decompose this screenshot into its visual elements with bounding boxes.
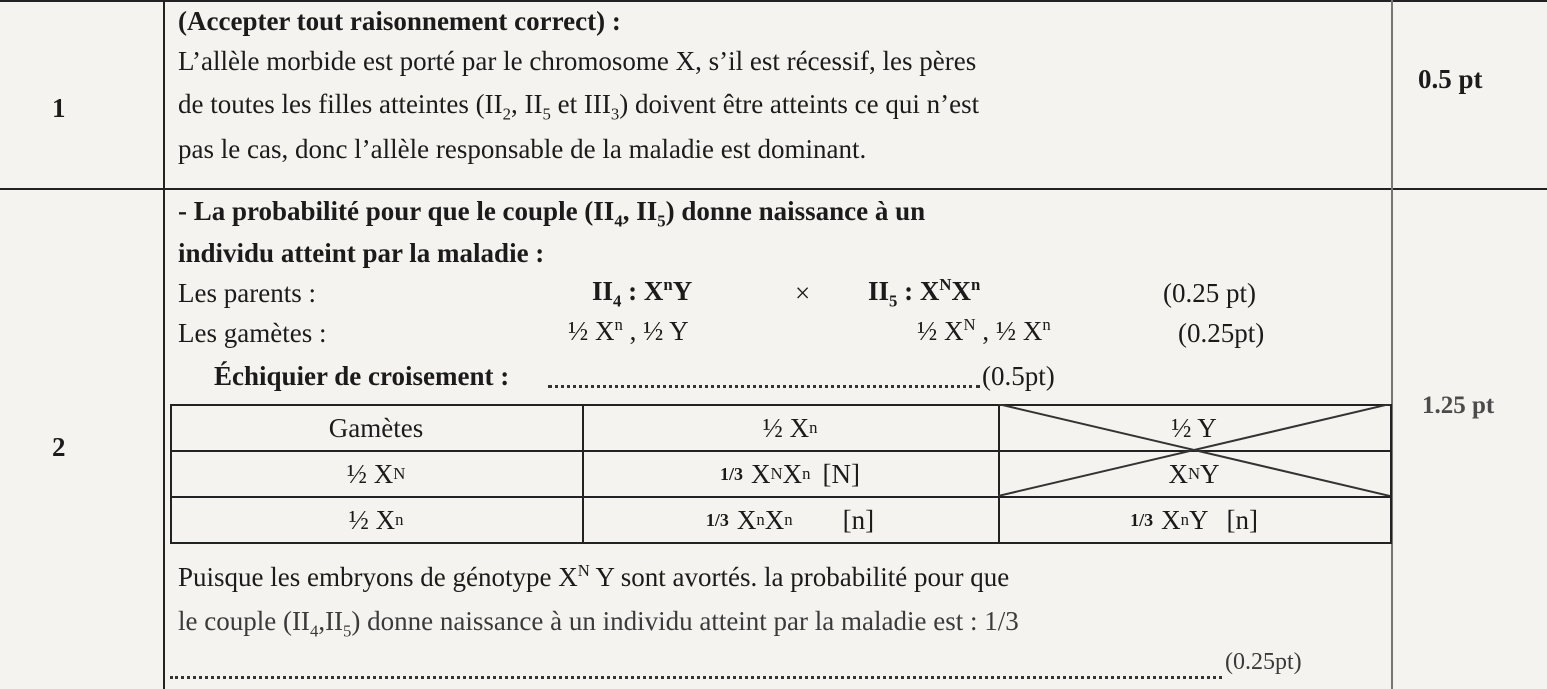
punnett-square — [170, 404, 1392, 544]
row-gamete-Xn: ½ X n — [348, 504, 404, 535]
row-1-number: 1 — [52, 93, 66, 123]
col-separator-left — [163, 0, 165, 689]
cell-XN-Y-crossed: X N Y — [1168, 458, 1220, 489]
parents-label: Les parents : — [178, 278, 316, 308]
conclusion-leader — [170, 676, 1222, 679]
row-1-line-3: pas le cas, donc l’allèle responsable de la maladie est dominant. — [178, 134, 867, 164]
cell-Xn-Xn: 1/3 X n X n [n] — [705, 504, 875, 535]
parent-1-genotype: $II_4$ : $X^nY$ — [592, 275, 693, 311]
checker-label-leader — [548, 385, 980, 388]
checker-points: (0.5pt) — [982, 361, 1055, 391]
row-separator — [0, 188, 1547, 190]
header-gamete-y: ½ Y — [1171, 412, 1217, 443]
cell-XN-Xn: 1/3 X N X n [N] — [720, 458, 860, 489]
row-2-heading-line-1: - La probabilité pour que le couple ($II_4$, $II_5$) donne naissance à un — [178, 196, 926, 231]
conclusion-line-2: le couple $(II_4,II_5)$ donne naissance à un individu atteint par la maladie est : 1/3 — [178, 606, 1019, 641]
table-top-border — [0, 0, 1547, 2]
cross-out-mark — [998, 404, 1390, 496]
col-separator-right — [1391, 0, 1393, 689]
cell-Xn-Y: 1/3 X n Y [n] — [1130, 504, 1258, 535]
gametes-points: (0.25pt) — [1178, 318, 1265, 348]
conclusion-points: (0.25pt) — [1225, 649, 1302, 675]
header-gametes: Gamètes — [328, 412, 424, 443]
row-1-score: 0.5 pt — [1418, 64, 1483, 94]
row-1-line-2: de toutes les filles atteintes ($II_2$, $II_5$ et $III_3$) doivent être atteints ce qui n’est — [178, 89, 980, 124]
conclusion-line-1: Puisque les embryons de génotype $X^N$ Y sont avortés. la probabilité pour que — [178, 561, 1010, 592]
row-2-heading-line-2: individu atteint par la maladie : — [178, 238, 545, 268]
checker-label: Échiquier de croisement : — [214, 361, 510, 391]
gametes-parent-1: ½ $X^n$ , ½ Y — [568, 315, 689, 346]
row-2-number: 2 — [52, 432, 66, 462]
header-gamete-xn: ½ X n — [762, 412, 818, 443]
row-1-heading: (Accepter tout raisonnement correct) : — [178, 6, 621, 36]
parent-2-genotype: $II_5$ : $X^NX^n$ — [868, 275, 981, 311]
gametes-parent-2: ½ $X^N$ , ½ $X^n$ — [917, 315, 1051, 346]
row-1-line-1: L’allèle morbide est porté par le chromosome X, s’il est récessif, les pères — [178, 46, 977, 76]
parents-points: (0.25 pt) — [1163, 278, 1256, 308]
gametes-label: Les gamètes : — [178, 318, 327, 348]
row-2-score: 1.25 pt — [1422, 392, 1495, 419]
cross-symbol: × — [795, 278, 811, 308]
row-gamete-XN: ½ X N — [346, 458, 406, 489]
